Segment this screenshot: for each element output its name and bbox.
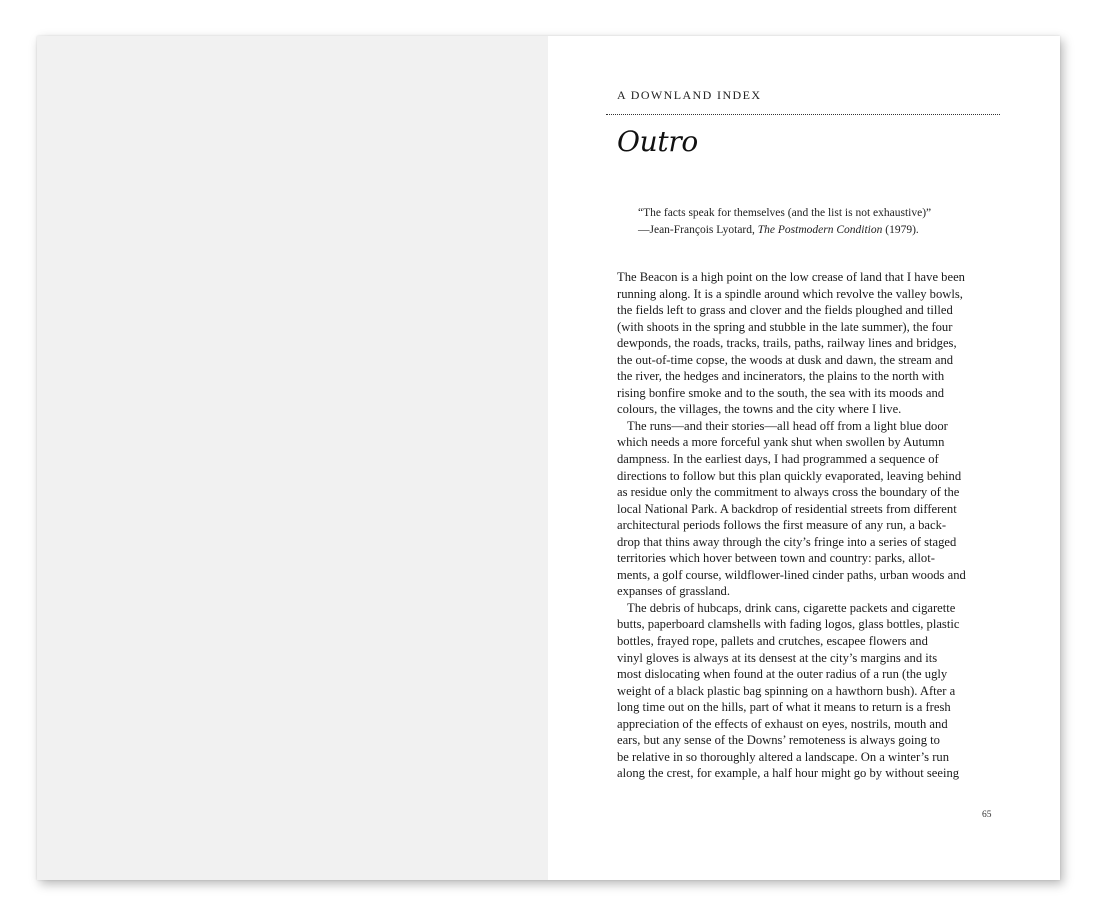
body-line: vinyl gloves is always at its densest at the city’s margins and its	[617, 650, 938, 665]
body-line: the fields left to grass and clover and the fields ploughed and tilled	[617, 303, 953, 318]
book-spread	[37, 36, 1060, 880]
body-line: bottles, frayed rope, pallets and crutches, escapee flowers and	[617, 634, 928, 649]
body-line: ments, a golf course, wildflower-lined cinder paths, urban woods and	[617, 567, 966, 582]
epigraph	[638, 205, 931, 239]
body-line: The debris of hubcaps, drink cans, cigarette packets and cigarette	[627, 600, 956, 615]
body-line: colours, the villages, the towns and the city where I live.	[617, 402, 902, 417]
epigraph-quote: “The facts speak for themselves (and the list is not exhaustive)”	[638, 207, 932, 219]
body-text	[617, 269, 997, 782]
body-line: appreciation of the effects of exhaust on eyes, nostrils, mouth and	[617, 716, 948, 731]
body-line: along the crest, for example, a half hour might go by without seeing	[617, 766, 960, 781]
epigraph-book-title: The Postmodern Condition	[757, 224, 883, 236]
body-line: directions to follow but this plan quickly evaporated, leaving behind	[617, 468, 962, 483]
epigraph-year: (1979).	[882, 224, 919, 236]
epigraph-author: —Jean-François Lyotard,	[638, 224, 758, 236]
body-line: The Beacon is a high point on the low crease of land that I have been	[617, 270, 965, 284]
body-line: the out-of-time copse, the woods at dusk and dawn, the stream and	[617, 352, 954, 367]
dotted-rule	[606, 114, 1000, 115]
body-line: running along. It is a spindle around which revolve the valley bowls,	[617, 286, 963, 301]
right-page	[548, 36, 1060, 880]
body-line: long time out on the hills, part of what it means to return is a fresh	[617, 700, 951, 715]
body-line: as residue only the commitment to always cross the boundary of the	[617, 485, 960, 500]
body-line: expanses of grassland.	[617, 584, 730, 599]
body-line: dampness. In the earliest days, I had programmed a sequence of	[617, 452, 939, 467]
body-line: weight of a black plastic bag spinning on a hawthorn bush). After a	[617, 683, 956, 698]
body-line: most dislocating when found at the outer radius of a run (the ugly	[617, 667, 948, 682]
body-line: The runs—and their stories—all head off from a light blue door	[627, 418, 948, 433]
body-line: drop that thins away through the city’s fringe into a series of staged	[617, 534, 957, 549]
epigraph-attribution	[638, 222, 931, 239]
body-line: dewponds, the roads, tracks, trails, paths, railway lines and bridges,	[617, 336, 957, 351]
running-head: A DOWNLAND INDEX	[617, 88, 762, 102]
body-line: architectural periods follows the first measure of any run, a back-	[617, 518, 947, 533]
body-line: the river, the hedges and incinerators, the plains to the north with	[617, 369, 945, 384]
body-line: ears, but any sense of the Downs’ remoteness is always going to	[617, 733, 940, 748]
body-line: which needs a more forceful yank shut when swollen by Autumn	[617, 435, 945, 450]
body-line: territories which hover between town and country: parks, allot-	[617, 551, 935, 566]
body-line: rising bonfire smoke and to the south, the sea with its moods and	[617, 385, 945, 400]
body-line: be relative in so thoroughly altered a landscape. On a winter’s run	[617, 749, 949, 764]
page-number: 65	[982, 810, 992, 820]
left-page-blank	[37, 36, 548, 880]
chapter-title: Outro	[617, 125, 698, 158]
body-line: local National Park. A backdrop of residential streets from different	[617, 501, 957, 516]
body-line: (with shoots in the spring and stubble in the late summer), the four	[617, 319, 953, 334]
body-line: butts, paperboard clamshells with fading logos, glass bottles, plastic	[617, 617, 960, 632]
